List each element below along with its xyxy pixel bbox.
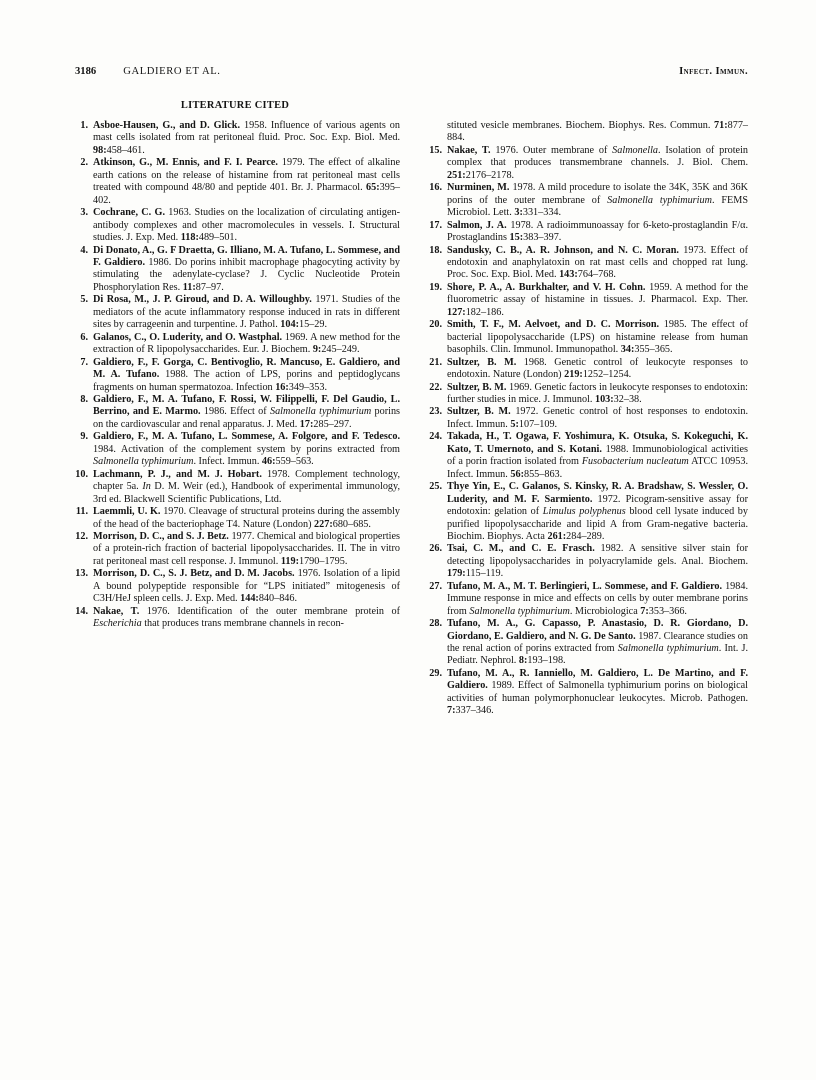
- reference-text: Cochrane, C. G. 1963. Studies on the localization of circulating antigen-antibody complexes and other macromolecules in vessels. I. Structural studies. J. Exp. Med. 118:489–501.: [93, 207, 400, 244]
- reference-item: [421, 581, 748, 618]
- reference-text: stituted vesicle membranes. Biochem. Biophys. Res. Commun. 71:877–884.: [447, 120, 748, 144]
- reference-text: Di Rosa, M., J. P. Giroud, and D. A. Willoughby. 1971. Studies of the mediators of the acute inflammatory response induced in rats in different sites by carrageenin and turpentine. J. Pathol. 104:15–29.: [93, 294, 400, 331]
- reference-number: 2.: [80, 157, 88, 169]
- reference-item: [70, 294, 400, 331]
- reference-text: Di Donato, A., G. F Draetta, G. Illiano, M. A. Tufano, L. Sommese, and F. Galdiero. 1986. Do porins inhibit macrophage phagocyting activity by stimulating the adenylate-cyclase? J. Cyclic Nucleotide Protein Phosphorylation Res. 11:87–97.: [93, 244, 400, 293]
- references-column-left: [70, 120, 400, 718]
- running-authors: GALDIERO ET AL.: [123, 66, 221, 77]
- reference-text: Sultzer, B. M. 1968. Genetic control of leukocyte responses to endotoxin. Nature (London) 219:1252–1254.: [447, 356, 749, 381]
- reference-text: Thye Yin, E., C. Galanos, S. Kinsky, R. A. Bradshaw, S. Wessler, O. Luderity, and M. F. Sarmiento. 1972. Picogram-sensitive assay for endotoxin: gelation of Limulus polyphenus blood cell lysate induced by purified lipopolysaccharide and lipid A from Gram-negative bacteria. Biochim. Biophys. Acta 261:284–289.: [447, 481, 748, 542]
- reference-item: [70, 357, 400, 394]
- reference-item: [70, 469, 400, 506]
- reference-text: Tufano, M. A., M. T. Berlingieri, L. Sommese, and F. Galdiero. 1984. Immune response in mice and effects on cells by outer membrane porins from Salmonella typhimurium. Microbiologica 7:353–366.: [447, 580, 748, 617]
- reference-text: Nakae, T. 1976. Outer membrane of Salmonella. Isolation of protein complex that produces transmembrane channels. J. Biol. Chem. 251:2176–2178.: [447, 144, 748, 181]
- reference-number: 8.: [80, 393, 88, 405]
- reference-item: [421, 357, 748, 382]
- reference-number: 25.: [429, 481, 442, 493]
- reference-item: [421, 618, 748, 668]
- reference-number: 10.: [75, 468, 88, 480]
- reference-number: 16.: [429, 182, 442, 194]
- reference-item: [70, 506, 400, 531]
- reference-number: 9.: [80, 431, 88, 443]
- reference-item: [70, 606, 400, 631]
- reference-text: Nakae, T. 1976. Identification of the outer membrane protein of Escherichia that produces trans membrane channels in recon-: [93, 605, 401, 630]
- reference-text: Atkinson, G., M. Ennis, and F. I. Pearce. 1979. The effect of alkaline earth cations on the release of histamine from rat peritoneal mast cells treated with compound 48/80 and peptide 401. Br. J. Pharmacol. 65:395–402.: [93, 157, 400, 206]
- reference-item: [70, 120, 400, 157]
- reference-item: [421, 668, 748, 718]
- reference-text: Morrison, D. C., S. J. Betz, and D. M. Jacobs. 1976. Isolation of a lipid A bound polypeptide responsible for “LPS initiated” mitogenesis of C3H/HeJ spleen cells. J. Exp. Med. 144:840–846.: [93, 568, 401, 605]
- reference-item: [421, 543, 748, 580]
- reference-item: [421, 382, 748, 407]
- reference-item: [421, 145, 748, 182]
- page-header: [75, 65, 748, 78]
- reference-number: 26.: [429, 543, 442, 555]
- reference-number: 21.: [429, 356, 442, 368]
- journal-name: Infect. Immun.: [679, 66, 748, 77]
- reference-item: [421, 431, 748, 481]
- reference-item: [70, 568, 400, 605]
- reference-number: 22.: [429, 381, 442, 393]
- reference-text: Morrison, D. C., and S. J. Betz. 1977. Chemical and biological properties of a protein-rich fraction of bacterial lipopolysaccharides. II. The in vitro rat peritoneal mast cell response. J. Immunol. 119:1790–1795.: [93, 530, 400, 567]
- reference-item: [70, 332, 400, 357]
- references-columns: [70, 120, 748, 718]
- reference-item: [421, 245, 748, 282]
- reference-number: 3.: [80, 207, 88, 219]
- reference-number: 12.: [75, 530, 88, 542]
- reference-number: 6.: [80, 331, 88, 343]
- reference-text: Tufano, M. A., R. Ianniello, M. Galdiero, L. De Martino, and F. Galdiero. 1989. Effect of Salmonella typhimurium porins on biological activities of human polymorphonuclear leukocytes. Microb. Pathogen. 7:337–346.: [447, 667, 748, 717]
- reference-text: Sandusky, C. B., A. R. Johnson, and N. C. Moran. 1973. Effect of endotoxin and anaphylatoxin on rat mast cells and chopped rat lung. Proc. Soc. Exp. Biol. Med. 143:764–768.: [447, 244, 748, 281]
- section-title: LITERATURE CITED: [180, 100, 290, 111]
- reference-text: Galdiero, F., F. Gorga, C. Bentivoglio, R. Mancuso, E. Galdiero, and M. A. Tufano. 1988. The action of LPS, porins and peptidoglycans fragments on human spermatozoa. Infection 16:349–353.: [93, 356, 400, 393]
- reference-number: 24.: [429, 431, 442, 443]
- reference-number: 20.: [429, 319, 442, 331]
- reference-item: [421, 220, 748, 245]
- reference-text: Tsai, C. M., and C. E. Frasch. 1982. A sensitive silver stain for detecting lipopolysaccharides in polyacrylamide gels. Anal. Biochem. 179:115–119.: [447, 543, 748, 580]
- reference-text: Lachmann, P. J., and M. J. Hobart. 1978. Complement technology, chapter 5a. In D. M. Weir (ed.), Handbook of experimental immunology, 3rd ed. Blackwell Scientific Publications, Ltd.: [93, 468, 400, 505]
- reference-number: 14.: [75, 605, 88, 617]
- reference-number: 7.: [80, 356, 88, 368]
- reference-text: Sultzer, B. M. 1969. Genetic factors in leukocyte responses to endotoxin: further studies in mice. J. Immunol. 103:32–38.: [447, 381, 749, 405]
- reference-item: [421, 319, 748, 356]
- reference-item: [70, 207, 400, 244]
- reference-number: 11.: [75, 506, 88, 518]
- reference-number: 1.: [80, 120, 88, 131]
- reference-number: 28.: [429, 618, 442, 630]
- references-column-right: [421, 120, 748, 718]
- reference-item: [421, 182, 748, 219]
- reference-number: 13.: [75, 568, 88, 580]
- reference-text: Nurminen, M. 1978. A mild procedure to isolate the 34K, 35K and 36K porins of the outer membrane of Salmonella typhimurium. FEMS Microbiol. Lett. 3:331–334.: [447, 182, 748, 219]
- reference-text: Galdiero, F., M. A. Tufano, F. Rossi, W. Filippelli, F. Del Gaudio, L. Berrino, and E. Marmo. 1986. Effect of Salmonella typhimurium porins on the cardiovascular and renal apparatus. J. Med. 17:285–297.: [93, 393, 401, 430]
- reference-number: 19.: [429, 281, 442, 293]
- reference-number: 17.: [429, 219, 442, 231]
- reference-item: [421, 282, 748, 319]
- reference-item: [70, 157, 400, 207]
- reference-number: 27.: [429, 580, 442, 592]
- page-number: 3186: [75, 66, 97, 77]
- reference-item: [70, 394, 400, 431]
- reference-number: 29.: [429, 667, 442, 679]
- reference-number: 5.: [80, 294, 88, 306]
- reference-text: Galdiero, F., M. A. Tufano, L. Sommese, A. Folgore, and F. Tedesco. 1984. Activation of the complement system by porins extracted from Salmonella typhimurium. Infect. Immun. 46:559–563.: [93, 431, 400, 468]
- reference-number: 4.: [80, 244, 88, 256]
- reference-item: [421, 481, 748, 543]
- reference-text: Salmon, J. A. 1978. A radioimmunoassay for 6-keto-prostaglandin F/α. Prostaglandins 15:383–397.: [447, 219, 748, 244]
- reference-continuation: [421, 120, 748, 145]
- reference-text: Laemmli, U. K. 1970. Cleavage of structural proteins during the assembly of the head of the bacteriophage T4. Nature (London) 227:680–685.: [93, 506, 401, 530]
- reference-text: Tufano, M. A., G. Capasso, P. Anastasio, D. R. Giordano, D. Giordano, E. Galdiero, and N. G. De Santo. 1987. Clearance studies on the renal action of porins extracted from Salmonella typhimurium. Int. J. Pediatr. Nephrol. 8:193–198.: [447, 618, 748, 667]
- reference-number: 15.: [429, 144, 442, 156]
- reference-text: Galanos, C., O. Luderity, and O. Wastphal. 1969. A new method for the extraction of R lipopolysaccharides. Eur. J. Biochem. 9:245–249.: [93, 331, 400, 356]
- reference-item: [70, 531, 400, 568]
- reference-item: [70, 431, 400, 468]
- reference-text: Takada, H., T. Ogawa, F. Yoshimura, K. Otsuka, S. Kokeguchi, K. Kato, T. Umernoto, and S. Kotani. 1988. Immunobiological activities of a porin fraction isolated from Fusobacterium nucleatum ATCC 10953. Infect. Immun. 56:855–863.: [447, 431, 748, 480]
- reference-text: Shore, P. A., A. Burkhalter, and V. H. Cohn. 1959. A method for the fluorometric assay of histamine in tissues. J. Pharmacol. Exp. Ther. 127:182–186.: [447, 281, 748, 318]
- reference-text: Smith, T. F., M. Aelvoet, and D. C. Morrison. 1985. The effect of bacterial lipopolysaccharide (LPS) on histamine release from human basophils. Clin. Immunol. Immunopathol. 34:355–365.: [447, 319, 748, 356]
- reference-item: [70, 245, 400, 295]
- reference-number: 23.: [429, 406, 442, 418]
- reference-item: [421, 406, 748, 431]
- reference-text: Sultzer, B. M. 1972. Genetic control of host responses to endotoxin. Infect. Immun. 5:107–109.: [447, 406, 748, 430]
- reference-number: 18.: [429, 244, 442, 256]
- reference-text: Asboe-Hausen, G., and D. Glick. 1958. Influence of various agents on mast cells isolated from rat peritoneal fluid. Proc. Soc. Exp. Biol. Med. 98:458–461.: [93, 120, 400, 156]
